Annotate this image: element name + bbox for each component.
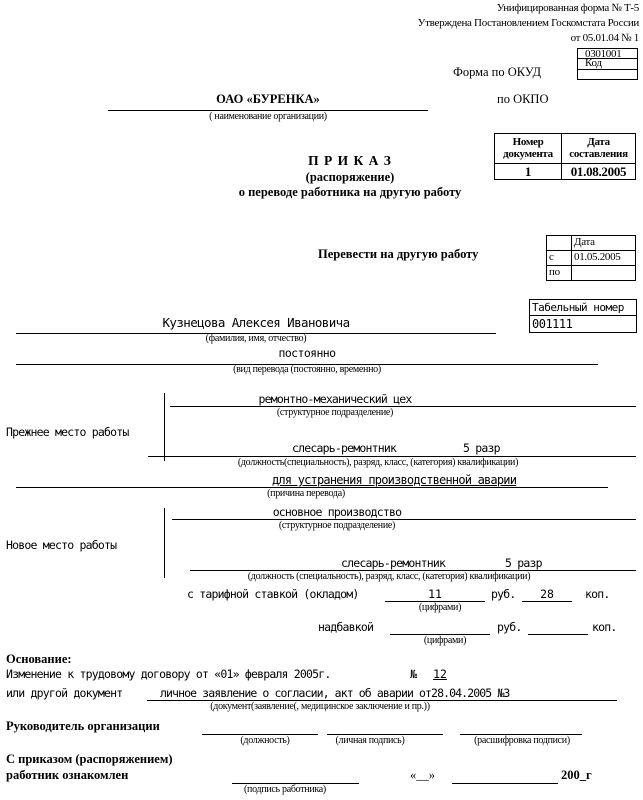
previous-position: слесарь-ремонтник <box>292 441 397 455</box>
acknowledgement-line1: С приказом (распоряжением) <box>6 752 173 766</box>
ack-date-year: 200_г <box>561 768 592 782</box>
acknowledgement-line2: работник ознакомлен <box>6 768 129 782</box>
bonus-rub-label: руб. <box>497 620 522 634</box>
doc-number-header-l2: документа <box>503 147 553 160</box>
tab-number-value: 001111 <box>530 316 637 333</box>
previous-grade: 5 разр <box>463 441 500 455</box>
kop-label: коп. <box>585 587 610 601</box>
transfer-type-value: постоянно <box>278 346 336 360</box>
approved-date-line: от 05.01.04 № 1 <box>570 32 639 44</box>
order-subtitle: (распоряжение) <box>305 170 395 184</box>
doc-date-value: 01.08.2005 <box>562 164 636 180</box>
new-grade: 5 разр <box>505 556 542 570</box>
employee-full-name: Кузнецова Алексея Ивановича <box>162 315 350 330</box>
basis-heading: Основание: <box>6 652 72 666</box>
previous-department-caption: (структурное подразделение) <box>276 407 394 418</box>
okud-code: 0301001 <box>585 48 622 60</box>
previous-divider <box>164 393 165 461</box>
doc-number-value: 1 <box>495 164 562 180</box>
employee-signature-caption: (подпись работника) <box>244 784 326 795</box>
bonus-digits-caption: (цифрами) <box>423 635 467 646</box>
okpo-label: по ОКПО <box>497 92 549 106</box>
transfer-from-date: 01.05.2005 <box>572 251 636 266</box>
transfer-date-table <box>546 235 636 281</box>
organization-caption: ( наименование организации) <box>209 111 327 122</box>
transfer-date-header: Дата <box>572 236 636 251</box>
order-subject: о переводе работника на другую работу <box>238 185 462 199</box>
previous-position-caption: (должность(специальность), разряд, класс, (категория) квалификации) <box>237 457 519 468</box>
order-title: П Р И К А З <box>308 153 392 168</box>
rate-kopecks-underline <box>522 601 572 602</box>
transfer-type-caption: (вид перевода (постоянно, временно) <box>233 364 381 375</box>
position-caption: (должность) <box>240 735 290 746</box>
rate-label: с тарифной ставкой (окладом) <box>187 587 359 601</box>
okud-code-box <box>577 48 638 80</box>
code-label: Код <box>585 57 602 69</box>
decode-caption: (расшифровка подписи) <box>474 735 570 746</box>
form-number-line: Унифицированная форма № Т-5 <box>496 2 639 14</box>
transfer-to-label: по <box>547 266 572 281</box>
new-department: основное производство <box>272 505 402 519</box>
bonus-kopecks-underline <box>528 634 588 635</box>
tab-number-table <box>529 299 637 333</box>
transfer-label: Перевести на другую работу <box>318 247 479 261</box>
rate-rubles-field[interactable]: 11 <box>428 587 442 601</box>
doc-number-header: Номер <box>512 135 544 148</box>
other-document-value: личное заявление о согласии, акт об аварии от28.04.2005 №3 <box>160 686 510 700</box>
organization-name: ОАО «БУРЕНКА» <box>216 92 320 106</box>
other-document-label: или другой документ <box>6 686 123 700</box>
other-document-caption: (документ(заявление(, медицинское заключение и пр.)) <box>210 701 430 712</box>
rub-label: руб. <box>491 587 516 601</box>
name-caption: (фамилия, имя, отчество) <box>205 333 307 344</box>
ack-date-day[interactable]: «__» <box>410 768 435 782</box>
transfer-reason: для устранения производственной аварии <box>272 473 517 487</box>
previous-department: ремонтно-механический цех <box>258 392 412 406</box>
basis-number-value: 12 <box>433 667 447 681</box>
new-position-caption: (должность (специальность), разряд, класс, (категория) квалификации) <box>247 571 531 582</box>
transfer-from-label: с <box>547 251 572 266</box>
basis-number-label: № <box>410 667 417 681</box>
approved-line: Утверждена Постановлением Госкомстата России <box>417 17 639 29</box>
doc-date-header-l2: составления <box>569 147 628 160</box>
rate-kopecks-field[interactable]: 28 <box>540 587 554 601</box>
okud-label: Форма по ОКУД <box>453 65 541 79</box>
document-number-date-table <box>494 133 636 180</box>
reason-caption: (причина перевода) <box>267 488 345 499</box>
new-department-caption: (структурное подразделение) <box>278 520 396 531</box>
head-of-organization-label: Руководитель организации <box>6 719 160 733</box>
signature-caption: (личная подпись) <box>335 735 405 746</box>
bonus-kop-label: коп. <box>592 620 617 634</box>
previous-place-label: Прежнее место работы <box>6 425 129 439</box>
doc-date-header: Дата <box>587 135 610 148</box>
bonus-label: надбавкой <box>318 620 374 634</box>
ack-date-month-field[interactable] <box>452 783 558 784</box>
new-place-divider <box>164 508 165 578</box>
new-place-label: Новое место работы <box>6 538 117 552</box>
rate-digits-caption: (цифрами) <box>418 602 462 613</box>
transfer-to-date <box>572 266 636 281</box>
tab-number-label: Табельный номер <box>530 300 637 316</box>
new-position: слесарь-ремонтник <box>341 556 446 570</box>
basis-line1: Изменение к трудовому договору от «01» февраля 2005г. <box>6 667 331 681</box>
